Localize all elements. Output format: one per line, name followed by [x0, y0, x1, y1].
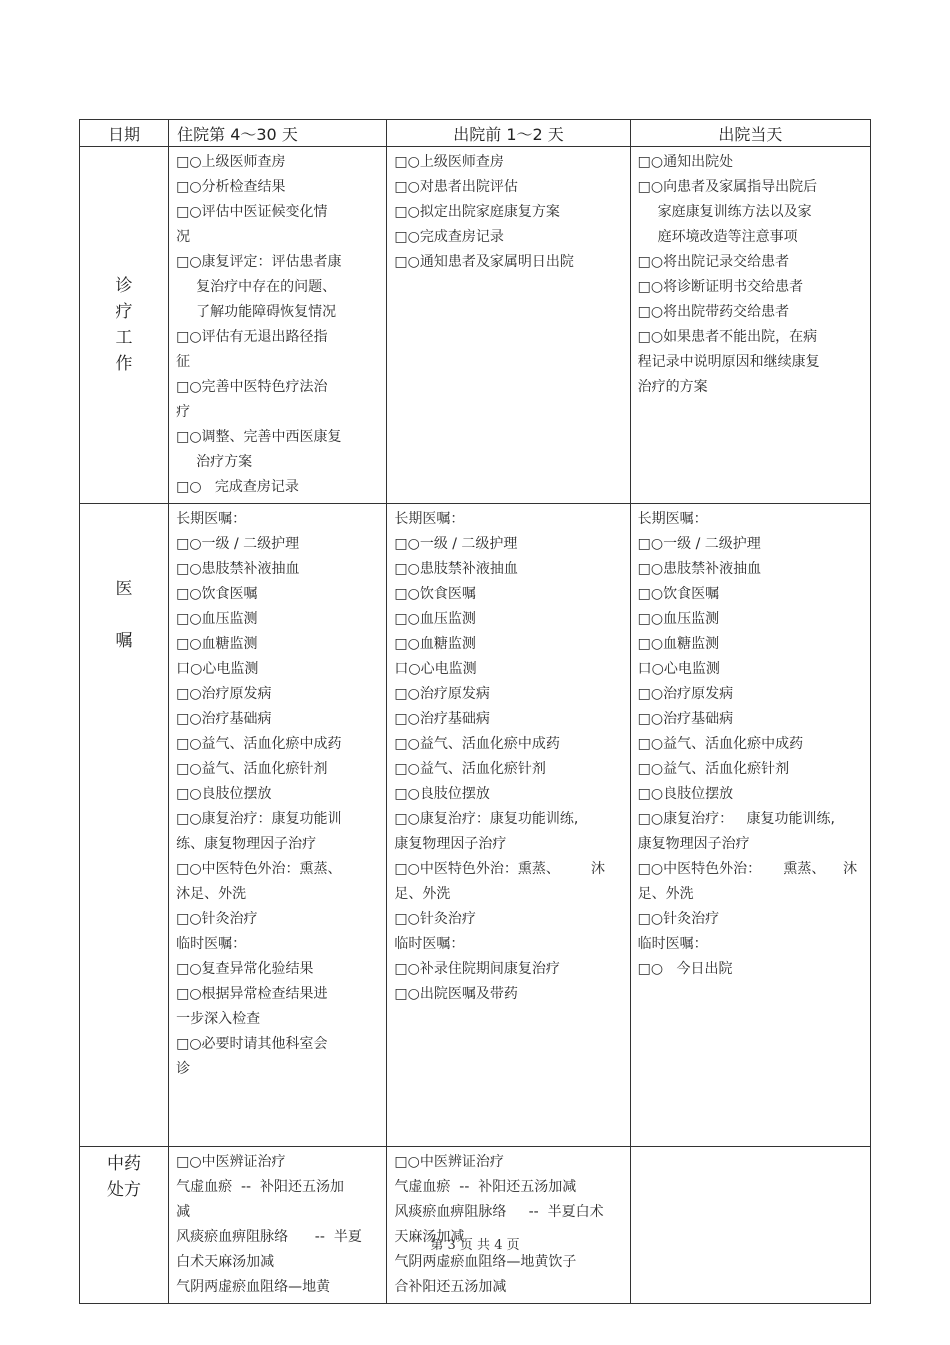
checklist-line: 临时医嘱：: [394, 936, 465, 952]
checklist-line: 口○心电监测: [394, 661, 477, 677]
header-stage-predischarge: 出院前 1～2 天: [387, 120, 630, 147]
checklist-line: □○益气、活血化瘀针剂: [394, 761, 546, 777]
checklist-line: □○一级 / 二级护理: [637, 536, 761, 552]
checklist-line: 白术天麻汤加减: [176, 1254, 275, 1270]
checklist-line: □○评估中医证候变化情: [176, 204, 328, 220]
checklist-line: □○中医辨证治疗: [394, 1154, 504, 1170]
checklist-line: 临时医嘱：: [176, 936, 247, 952]
checklist-line: 气虚血瘀 -- 补阳还五汤加减: [394, 1179, 577, 1195]
checklist-line: 治疗方案: [196, 454, 253, 470]
orders-stage3: [630, 504, 870, 1147]
checklist-line: 康复物理因子治疗: [637, 836, 750, 852]
checklist-line: □○补录住院期间康复治疗: [394, 961, 560, 977]
checklist-line: 练、康复物理因子治疗: [176, 836, 317, 852]
checklist-line: □○出院医嘱及带药: [394, 986, 518, 1002]
checklist-line: □○如果患者不能出院，在病: [637, 329, 818, 345]
checklist-line: 家庭康复训练方法以及家: [657, 204, 812, 220]
prescription-stage1: [169, 1147, 387, 1304]
checklist-line: □○拟定出院家庭康复方案: [394, 204, 560, 220]
checklist-line: □○血压监测: [394, 611, 476, 627]
checklist-line: □○康复治疗：康复功能训练,: [394, 811, 579, 827]
checklist-line: 长期医嘱：: [637, 511, 708, 527]
checklist-line: □○ 今日出院: [637, 961, 733, 977]
prescription-stage2: [387, 1147, 630, 1304]
checklist-line: □○将出院带药交给患者: [637, 304, 790, 320]
checklist-line: □○治疗原发病: [637, 686, 734, 702]
checklist-line: □○一级 / 二级护理: [394, 536, 518, 552]
checklist-line: 诊: [176, 1061, 191, 1077]
checklist-line: □○益气、活血化瘀针剂: [176, 761, 328, 777]
checklist-line: 临时医嘱：: [637, 936, 708, 952]
checklist-line: □○血糖监测: [637, 636, 720, 652]
checklist-line: □○治疗基础病: [394, 711, 490, 727]
checklist-line: □○治疗原发病: [394, 686, 490, 702]
header-row: [80, 120, 871, 147]
checklist-line: 长期医嘱：: [394, 511, 465, 527]
orders-stage2: [387, 504, 630, 1147]
row-label-char: 作: [115, 354, 133, 374]
checklist-line: □○中医辨证治疗: [176, 1154, 286, 1170]
checklist-line: 庭环境改造等注意事项: [657, 229, 798, 245]
checklist-line: □○通知出院处: [637, 154, 734, 170]
checklist-line: □○患肢禁补液抽血: [176, 561, 300, 577]
checklist-line: 复治疗中存在的问题、: [196, 279, 337, 295]
row-label-prescription: [80, 1147, 169, 1304]
diagnosis-stage3: [630, 147, 870, 504]
checklist-line: □○饮食医嘱: [176, 586, 258, 602]
checklist-line: □○治疗基础病: [637, 711, 734, 727]
header-stage-inpatient: 住院第 4～30 天: [169, 120, 387, 147]
page-number: 第 3 页 共 4 页: [430, 1238, 520, 1253]
checklist-line: □○患肢禁补液抽血: [637, 561, 762, 577]
checklist-line: □○治疗基础病: [176, 711, 272, 727]
row-label-diagnosis: [80, 147, 169, 504]
checklist-line: □○中医特色外治： 熏蒸、 沐: [637, 861, 858, 877]
checklist-line: 疗: [176, 404, 191, 420]
checklist-line: □○饮食医嘱: [637, 586, 720, 602]
checklist-line: □○益气、活血化瘀中成药: [394, 736, 560, 752]
checklist-line: 况: [176, 229, 191, 245]
checklist-line: 长期医嘱：: [176, 511, 247, 527]
pathway-sheet: [79, 119, 871, 1304]
checklist-line: 风痰瘀血痹阻脉络 -- 半夏: [176, 1229, 362, 1245]
checklist-line: 气虚血瘀 -- 补阳还五汤加: [176, 1179, 345, 1195]
orders-stage1: [169, 504, 387, 1147]
row-label-char: 嘱: [115, 631, 133, 651]
checklist-line: 治疗的方案: [637, 379, 708, 395]
checklist-line: □○良肢位摆放: [176, 786, 272, 802]
checklist-line: □○血糖监测: [176, 636, 258, 652]
checklist-line: □○良肢位摆放: [637, 786, 734, 802]
checklist-line: 气阴两虚瘀血阻络—地黄: [176, 1279, 331, 1295]
checklist-line: □○血压监测: [176, 611, 258, 627]
checklist-line: □○通知患者及家属明日出院: [394, 254, 574, 270]
checklist-line: 气阴两虚瘀血阻络—地黄饮子: [394, 1254, 577, 1270]
checklist-line: 口○心电监测: [176, 661, 259, 677]
checklist-line: □○上级医师查房: [394, 154, 504, 170]
checklist-line: 程记录中说明原因和继续康复: [637, 354, 820, 370]
checklist-line: □○根据异常检查结果进: [176, 986, 328, 1002]
checklist-line: 了解功能障碍恢复情况: [196, 304, 337, 320]
checklist-line: □○必要时请其他科室会: [176, 1036, 328, 1052]
row-label-char: 诊: [115, 276, 133, 296]
checklist-line: □○针灸治疗: [394, 911, 476, 927]
checklist-line: □○康复治疗：康复功能训: [176, 811, 342, 827]
checklist-line: □○分析检查结果: [176, 179, 286, 195]
checklist-line: 口○心电监测: [637, 661, 720, 677]
row-label-line: 处方: [107, 1180, 142, 1200]
checklist-line: □○评估有无退出路径指: [176, 329, 328, 345]
prescription-stage3: [630, 1147, 870, 1304]
checklist-line: 减: [176, 1204, 191, 1220]
checklist-line: 风痰瘀血痹阻脉络 -- 半夏白术: [394, 1204, 604, 1220]
checklist-line: □○康复治疗： 康复功能训练,: [637, 811, 835, 827]
checklist-line: □○一级 / 二级护理: [176, 536, 300, 552]
checklist-line: □○ 完成查房记录: [176, 479, 299, 495]
checklist-line: □○血糖监测: [394, 636, 476, 652]
checklist-line: □○饮食医嘱: [394, 586, 476, 602]
checklist-line: □○调整、完善中西医康复: [176, 429, 342, 445]
row-label-char: 疗: [115, 302, 133, 322]
checklist-line: □○康复评定：评估患者康: [176, 254, 342, 270]
checklist-line: □○针灸治疗: [637, 911, 720, 927]
checklist-line: □○上级医师查房: [176, 154, 286, 170]
checklist-line: 足、外洗: [637, 886, 694, 902]
checklist-line: 天麻汤加减: [394, 1229, 465, 1245]
row-label-char: 医: [115, 579, 133, 599]
row-prescription: [80, 1147, 871, 1304]
checklist-line: □○将出院记录交给患者: [637, 254, 790, 270]
checklist-line: □○向患者及家属指导出院后: [637, 179, 818, 195]
header-date: 日期: [80, 120, 169, 147]
checklist-line: 征: [176, 354, 191, 370]
header-stage-discharge: 出院当天: [630, 120, 870, 147]
checklist-line: □○中医特色外治：熏蒸、: [176, 861, 342, 877]
row-label-orders: [80, 504, 169, 1147]
checklist-line: □○治疗原发病: [176, 686, 272, 702]
checklist-line: □○对患者出院评估: [394, 179, 518, 195]
checklist-line: 足、外洗: [394, 886, 451, 902]
checklist-line: □○益气、活血化瘀中成药: [176, 736, 342, 752]
row-label-spacer: [80, 602, 168, 628]
diagnosis-stage1: [169, 147, 387, 504]
row-diagnosis: [80, 147, 871, 504]
checklist-line: □○完善中医特色疗法治: [176, 379, 328, 395]
checklist-line: □○针灸治疗: [176, 911, 258, 927]
row-orders: [80, 504, 871, 1147]
row-label-char: 工: [115, 328, 133, 348]
checklist-line: 康复物理因子治疗: [394, 836, 507, 852]
checklist-line: 合补阳还五汤加减: [394, 1279, 507, 1295]
diagnosis-stage2: [387, 147, 630, 504]
checklist-line: 一步深入检查: [176, 1011, 261, 1027]
checklist-line: 沐足、外洗: [176, 886, 247, 902]
row-label-line: 中药: [107, 1154, 142, 1174]
clinical-pathway-table: [79, 119, 871, 1304]
checklist-line: □○复查异常化验结果: [176, 961, 314, 977]
checklist-line: □○患肢禁补液抽血: [394, 561, 518, 577]
checklist-line: □○血压监测: [637, 611, 720, 627]
checklist-line: □○完成查房记录: [394, 229, 504, 245]
checklist-line: □○中医特色外治：熏蒸、 沐: [394, 861, 605, 877]
checklist-line: □○将诊断证明书交给患者: [637, 279, 804, 295]
checklist-line: □○益气、活血化瘀中成药: [637, 736, 804, 752]
checklist-line: □○益气、活血化瘀针剂: [637, 761, 790, 777]
checklist-line: □○良肢位摆放: [394, 786, 490, 802]
